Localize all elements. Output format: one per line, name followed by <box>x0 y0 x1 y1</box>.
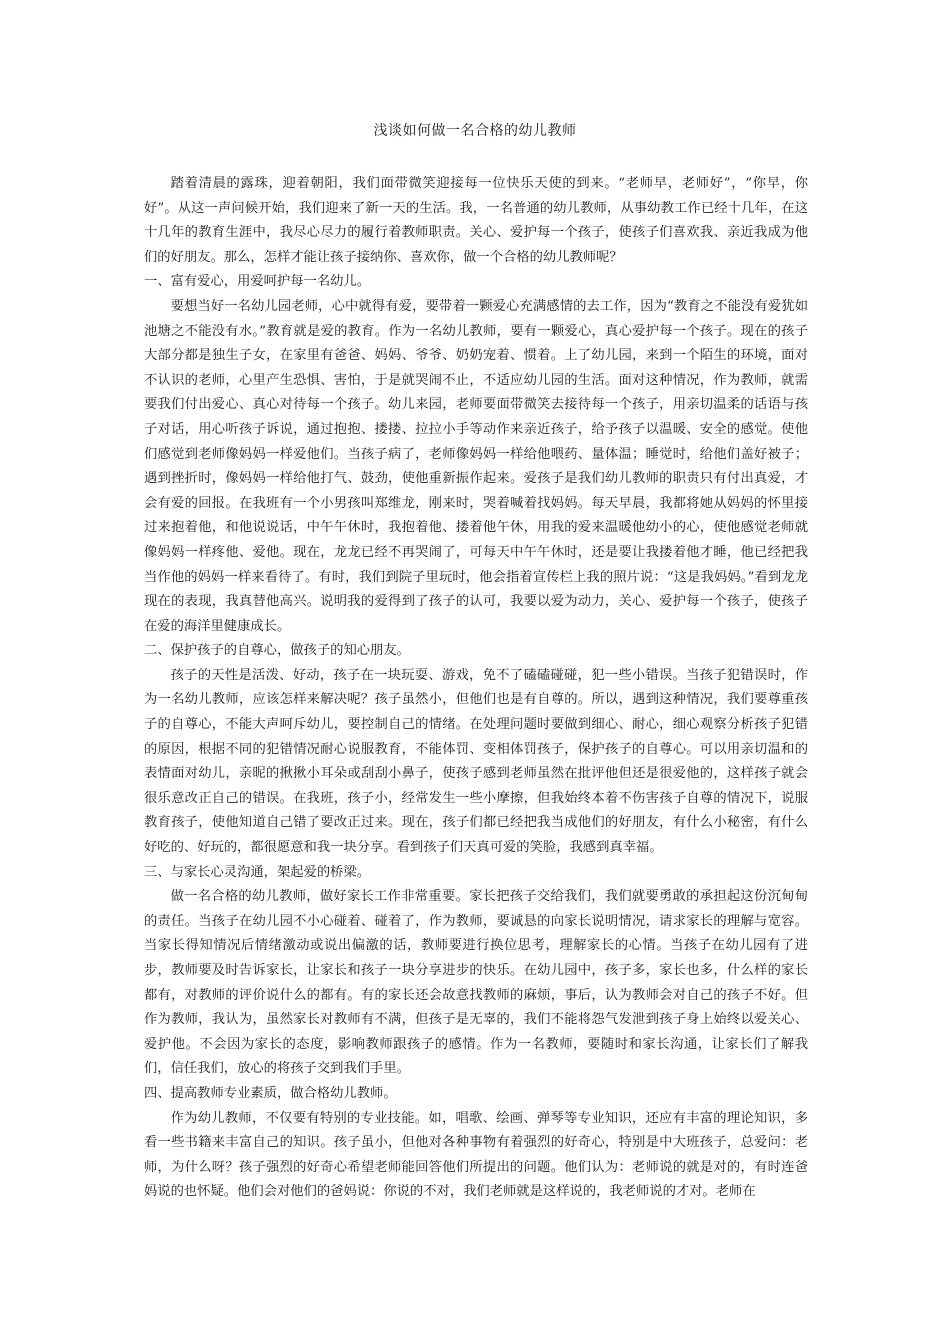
section-2-paragraph: 孩子的天性是活泼、好动，孩子在一块玩耍、游戏，免不了磕磕碰碰，犯一些小错误。当孩子犯错误时，作为一名幼儿教师，应该怎样来解决呢？孩子虽然小，但他们也是有自尊的。所以，遇到这种情况，我们要尊重孩子的自尊心，不能大声呵斥幼儿，要控制自己的情绪。在处理问题时要做到细心、耐心，细心观察分析孩子犯错的原因，根据不同的犯错情况耐心说服教育，不能体罚、变相体罚孩子，保护孩子的自尊心。可以用亲切温和的表情面对幼儿，亲昵的揪揪小耳朵或刮刮小鼻子，使孩子感到老师虽然在批评他但还是很爱他的，这样孩子就会很乐意改正自己的错误。在我班，孩子小，经常发生一些小摩擦，但我始终本着不伤害孩子自尊的情况下，说服教育孩子，使他知道自己错了要改正过来。现在，孩子们都已经把我当成他们的好朋友，有什么小秘密，有什么好吃的、好玩的，都很愿意和我一块分享。看到孩子们天真可爱的笑脸，我感到真幸福。 <box>144 667 808 856</box>
intro-paragraph: 踏着清晨的露珠，迎着朝阳，我们面带微笑迎接每一位快乐天使的到来。“老师早，老师好”，“你早，你好”。从这一声问候开始，我们迎来了新一天的生活。我，一名普通的幼儿教师，从事幼教工作已经十几年，在这十几年的教育生涯中，我尽心尽力的履行着教师职责。关心、爱护每一个孩子，使孩子们喜欢我、亲近我成为他们的好朋友。那么，怎样才能让孩子接纳你、喜欢你，做一个合格的幼儿教师呢？ <box>144 176 808 265</box>
section-heading-4: 四、提高教师专业素质，做合格幼儿教师。 <box>144 1085 397 1101</box>
section-3-paragraph: 做一名合格的幼儿教师，做好家长工作非常重要。家长把孩子交给我们，我们就要勇敢的承担起这份沉甸甸的责任。当孩子在幼儿园不小心碰着、碰着了，作为教师，要诚恳的向家长说明情况，请求家长的理解与宽容。当家长得知情况后情绪激动或说出偏激的话，教师要进行换位思考，理解家长的心情。当孩子在幼儿园有了进步，教师要及时告诉家长，让家长和孩子一块分享进步的快乐。在幼儿园中，孩子多，家长也多，什么样的家长都有，对教师的评价说什么的都有。有的家长还会故意找教师的麻烦，事后，认为教师会对自己的孩子不好。但作为教师，我认为，虽然家长对教师有不满，但孩子是无辜的，我们不能将怨气发泄到孩子身上始终以爱关心、爱护他。不会因为家长的态度，影响教师跟孩子的感情。作为一名教师，要随时和家长沟通，让家长们了解我们，信任我们，放心的将孩子交到我们手里。 <box>144 889 808 1077</box>
document-title: 浅谈如何做一名合格的幼儿教师 <box>373 123 577 139</box>
document-body <box>144 172 808 1205</box>
section-1-paragraph: 要想当好一名幼儿园老师，心中就得有爱，要带着一颗爱心充满感情的去工作，因为“教育之不能没有爱犹如池塘之不能没有水。”教育就是爱的教育。作为一名幼儿教师，要有一颗爱心，真心爱护每一个孩子。现在的孩子大部分都是独生子女，在家里有爸爸、妈妈、爷爷、奶奶宠着、惯着。上了幼儿园，来到一个陌生的环境，面对不认识的老师，心里产生恐惧、害怕，于是就哭闹不止，不适应幼儿园的生活。面对这种情况，作为教师，就需要我们付出爱心、真心对待每一个孩子。幼儿来园，老师要面带微笑去接待每一个孩子，用亲切温柔的话语与孩子对话，用心听孩子诉说，通过抱抱、搂搂、拉拉小手等动作来亲近孩子，给予孩子以温暖、安全的感觉。使他们感觉到老师像妈妈一样爱他们。当孩子病了，老师像妈妈一样给他喂药、量体温；睡觉时，给他们盖好被子；遇到挫折时，像妈妈一样给他打气、鼓劲，使他重新振作起来。爱孩子是我们幼儿教师的职责只有付出真爱，才会有爱的回报。在我班有一个小男孩叫郑维龙，刚来时，哭着喊着找妈妈。每天早晨，我都将她从妈妈的怀里接过来抱着他，和他说说话，中午午休时，我抱着他、搂着他午休，用我的爱来温暖他幼小的心，使他感觉老师就像妈妈一样疼他、爱他。现在，龙龙已经不再哭闹了，可每天中午午休时，还是要让我搂着他才睡，他已经把我当作他的妈妈一样来看待了。有时，我们到院子里玩时，他会指着宣传栏上我的照片说：“这是我妈妈。”看到龙龙现在的表现，我真替他高兴。说明我的爱得到了孩子的认可，我要以爱为动力，关心、爱护每一个孩子，使孩子在爱的海洋里健康成长。 <box>144 298 808 634</box>
section-heading-3: 三、与家长心灵沟通，架起爱的桥梁。 <box>144 864 371 880</box>
section-heading-2: 二、保护孩子的自尊心，做孩子的知心朋友。 <box>144 643 410 659</box>
section-heading-1: 一、富有爱心，用爱呵护每一名幼儿。 <box>144 274 371 290</box>
section-4-paragraph: 作为幼儿教师，不仅要有特别的专业技能。如，唱歌、绘画、弹琴等专业知识，还应有丰富的理论知识，多看一些书籍来丰富自己的知识。孩子虽小，但他对各种事物有着强烈的好奇心，特别是中大班孩子，总爱问：老师，为什么呀？孩子强烈的好奇心希望老师能回答他们所提出的问题。他们认为：老师说的就是对的，有时连爸妈说的也怀疑。他们会对他们的爸妈说：你说的不对，我们老师就是这样说的，我老师说的才对。老师在 <box>144 1110 808 1200</box>
